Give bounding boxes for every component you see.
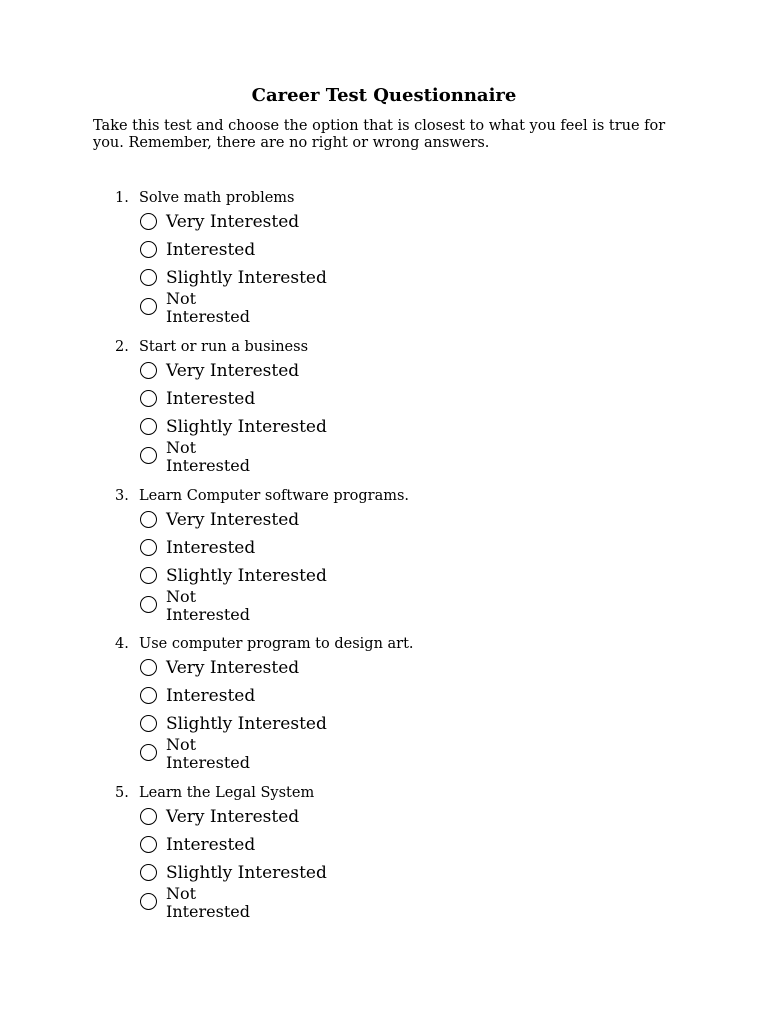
question-text: Start or run a business: [139, 339, 309, 355]
radio-circle-icon[interactable]: [140, 511, 157, 528]
option-label-clip: [166, 438, 286, 475]
radio-circle-icon[interactable]: [140, 836, 157, 853]
question-number: 4.: [115, 636, 129, 652]
option-label: Interested: [166, 240, 256, 260]
radio-circle-icon[interactable]: [140, 893, 157, 910]
radio-circle-icon[interactable]: [140, 715, 157, 732]
option-label-clip: [166, 289, 286, 326]
instructions: Take this test and choose the option that is closest to what you feel is true for you. Remember, there are no right or wrong answers.: [93, 118, 666, 151]
radio-circle-icon[interactable]: [140, 539, 157, 556]
question-text: Learn the Legal System: [139, 785, 315, 801]
option-label-clip: [166, 587, 286, 624]
radio-circle-icon[interactable]: [140, 213, 157, 230]
option-not-interested[interactable]: [140, 884, 400, 921]
option-interested[interactable]: [140, 537, 400, 561]
option-label: Very Interested: [166, 510, 300, 530]
option-not-interested[interactable]: [140, 289, 400, 326]
option-label: Interested: [166, 686, 256, 706]
option-label: Very Interested: [166, 807, 300, 827]
radio-circle-icon[interactable]: [140, 418, 157, 435]
radio-circle-icon[interactable]: [140, 298, 157, 315]
radio-circle-icon[interactable]: [140, 269, 157, 286]
option-label: Very Interested: [166, 212, 300, 232]
radio-circle-icon[interactable]: [140, 687, 157, 704]
option-not-interested[interactable]: [140, 587, 400, 624]
option-label: Very Interested: [166, 361, 300, 381]
option-very-interested[interactable]: [140, 360, 400, 384]
radio-circle-icon[interactable]: [140, 447, 157, 464]
option-slightly-interested[interactable]: [140, 713, 400, 737]
option-label: Slightly Interested: [166, 268, 327, 288]
option-interested[interactable]: [140, 834, 400, 858]
radio-circle-icon[interactable]: [140, 241, 157, 258]
option-very-interested[interactable]: [140, 509, 400, 533]
option-slightly-interested[interactable]: [140, 267, 400, 291]
option-not-interested[interactable]: [140, 438, 400, 475]
option-label: Slightly Interested: [166, 714, 327, 734]
question-number: 5.: [115, 785, 129, 801]
option-label: Not Interested: [166, 884, 250, 921]
option-label: Slightly Interested: [166, 566, 327, 586]
option-label: Not Interested: [166, 735, 250, 772]
option-label: Slightly Interested: [166, 417, 327, 437]
question-text: Solve math problems: [139, 190, 295, 206]
option-label: Interested: [166, 835, 256, 855]
option-label-clip: [166, 735, 286, 772]
question-text: Use computer program to design art.: [139, 636, 414, 652]
question-number: 1.: [115, 190, 129, 206]
option-label: Interested: [166, 389, 256, 409]
option-very-interested[interactable]: [140, 806, 400, 830]
question-number: 2.: [115, 339, 129, 355]
radio-circle-icon[interactable]: [140, 659, 157, 676]
option-not-interested[interactable]: [140, 735, 400, 772]
option-slightly-interested[interactable]: [140, 565, 400, 589]
option-slightly-interested[interactable]: [140, 416, 400, 440]
radio-circle-icon[interactable]: [140, 864, 157, 881]
option-label: Not Interested: [166, 438, 250, 475]
option-label: Interested: [166, 538, 256, 558]
radio-circle-icon[interactable]: [140, 596, 157, 613]
question-text: Learn Computer software programs.: [139, 488, 410, 504]
option-label-clip: [166, 884, 286, 921]
option-interested[interactable]: [140, 239, 400, 263]
radio-circle-icon[interactable]: [140, 390, 157, 407]
page-title: Career Test Questionnaire: [251, 85, 517, 106]
radio-circle-icon[interactable]: [140, 362, 157, 379]
option-very-interested[interactable]: [140, 657, 400, 681]
option-interested[interactable]: [140, 685, 400, 709]
option-label: Not Interested: [166, 289, 250, 326]
option-label: Slightly Interested: [166, 863, 327, 883]
radio-circle-icon[interactable]: [140, 808, 157, 825]
radio-circle-icon[interactable]: [140, 567, 157, 584]
radio-circle-icon[interactable]: [140, 744, 157, 761]
option-label: Not Interested: [166, 587, 250, 624]
option-very-interested[interactable]: [140, 211, 400, 235]
option-label: Very Interested: [166, 658, 300, 678]
question-number: 3.: [115, 488, 129, 504]
option-interested[interactable]: [140, 388, 400, 412]
option-slightly-interested[interactable]: [140, 862, 400, 886]
